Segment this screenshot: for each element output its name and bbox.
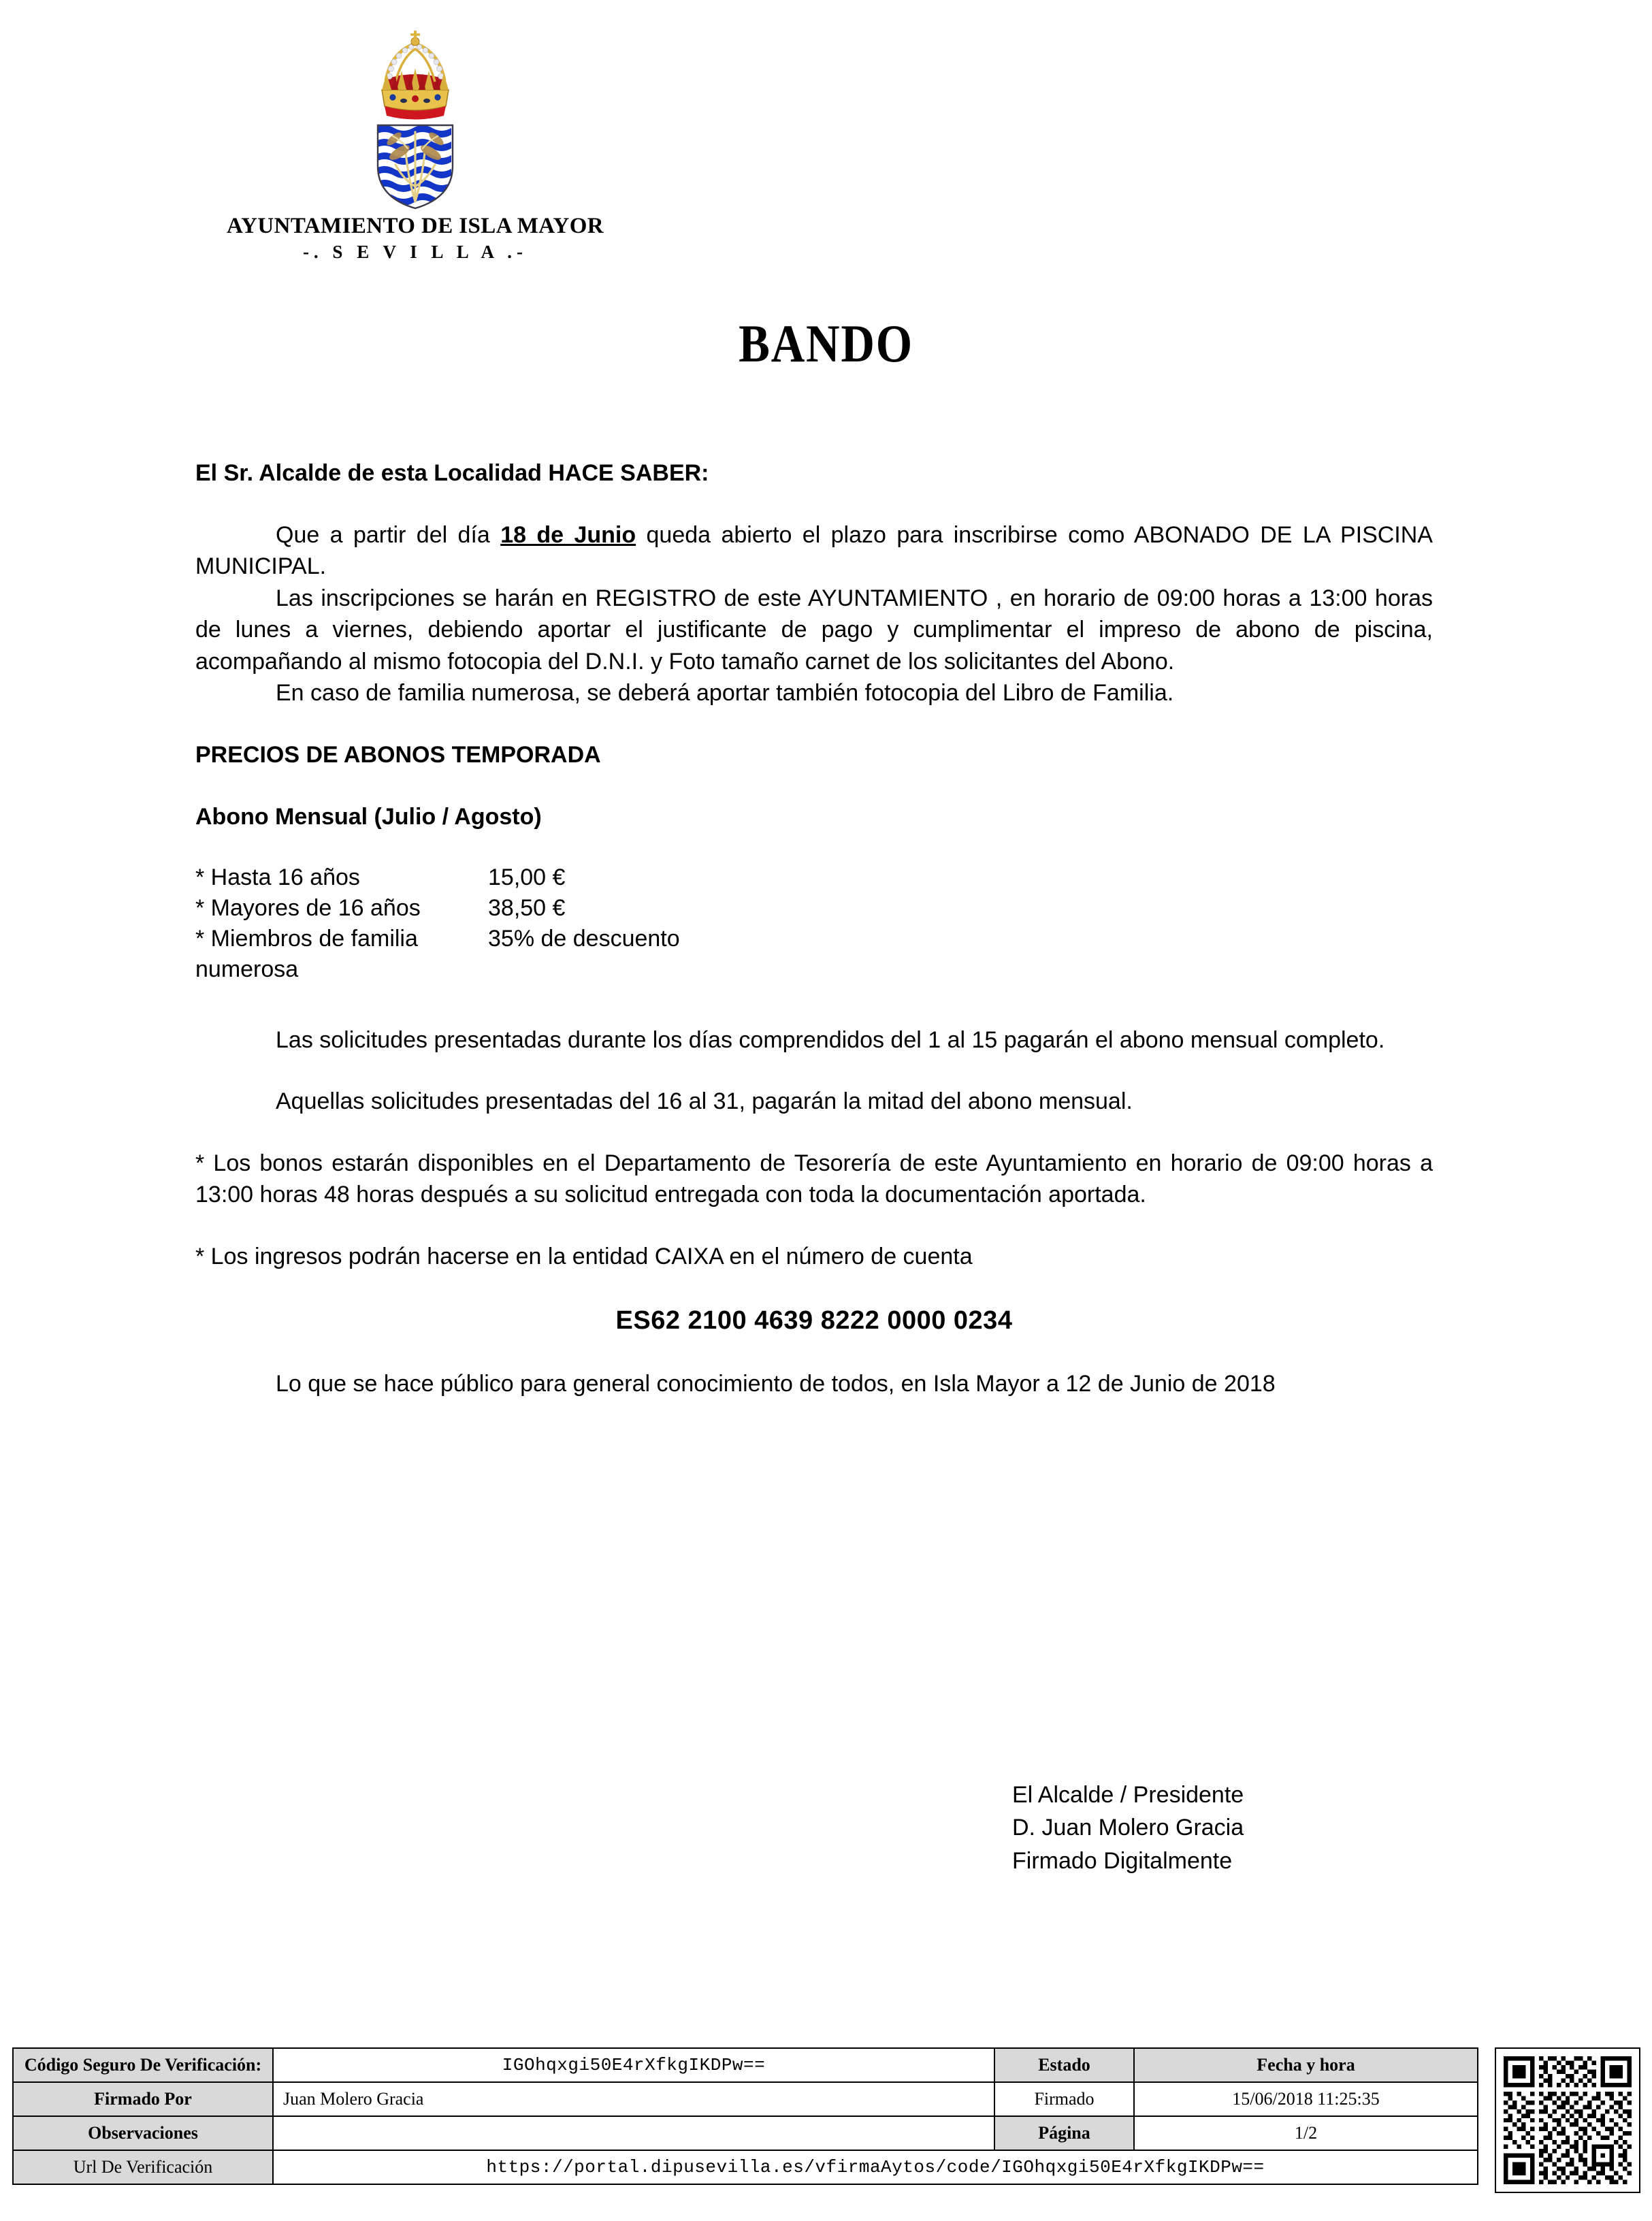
price-row (195, 924, 1433, 985)
bank-account-iban: ES62 2100 4639 8222 0000 0234 (615, 1306, 1013, 1335)
price-label: * Mayores de 16 años (195, 895, 421, 922)
firmado-por-label: Firmado Por (13, 2082, 273, 2116)
table-row (13, 2048, 1478, 2082)
page-title: BANDO (739, 314, 913, 373)
pagina-label: Página (994, 2116, 1134, 2150)
paragraph-bonos-availability: * Los bonos estarán disponibles en el Departamento de Tesorería de este Ayuntamiento en horario de 09:00 horas a 13:00 horas 48 horas después a su solicitud entregada con toda la documentación aportada. (195, 1150, 1433, 1208)
price-row (195, 893, 1433, 924)
paragraph-public-notice: Lo que se hace público para general conocimiento de todos, en Isla Mayor a 12 de Junio de 2018 (276, 1370, 1276, 1397)
organization-name: AYUNTAMIENTO DE ISLA MAYOR (226, 214, 604, 238)
paragraph-opening-before: Que a partir del día (276, 521, 501, 548)
table-row (13, 2082, 1478, 2116)
csv-label: Código Seguro De Verificación: (13, 2048, 273, 2082)
paragraph-second-half-month: Aquellas solicitudes presentadas del 16 al 31, pagarán la mitad del abono mensual. (276, 1088, 1133, 1115)
verification-footer (0, 2047, 1652, 2218)
observaciones-value (273, 2116, 994, 2150)
start-date-highlight: 18 de Junio (500, 521, 636, 548)
signature-block (1012, 1779, 1244, 1877)
signature-note: Firmado Digitalmente (1012, 1847, 1233, 1874)
letterhead (191, 19, 640, 263)
paragraph-first-half-month: Las solicitudes presentadas durante los días comprendidos del 1 al 15 pagarán el abono mensual completo. (276, 1026, 1385, 1053)
paragraph-large-family: En caso de familia numerosa, se deberá aportar también fotocopia del Libro de Familia. (276, 680, 1174, 707)
csv-value: IGOhqxgi50E4rXfkgIKDPw== (273, 2048, 994, 2082)
province-name: -. S E V I L L A .- (302, 242, 528, 262)
table-row (13, 2116, 1478, 2150)
signature-role: El Alcalde / Presidente (1012, 1782, 1244, 1808)
fecha-label: Fecha y hora (1134, 2048, 1478, 2082)
price-row (195, 862, 1433, 893)
qr-code-icon[interactable] (1495, 2047, 1640, 2193)
paragraph-registration: Las inscripciones se harán en REGISTRO de este AYUNTAMIENTO , en horario de 09:00 horas a 13:00 horas de lunes a viernes, debiendo aportar el justificante de pago y cumplimentar el impreso de abono de piscina, acompañando al mismo fotocopia del D.N.I. y Foto tamaño carnet de los solicitantes del Abono. (195, 585, 1433, 675)
firmado-por-value: Juan Molero Gracia (273, 2082, 994, 2116)
coat-of-arms-icon (351, 19, 480, 210)
document-body (195, 457, 1433, 1399)
signature-name: D. Juan Molero Gracia (1012, 1815, 1244, 1841)
price-label: * Hasta 16 años (195, 864, 360, 891)
url-value[interactable]: https://portal.dipusevilla.es/vfirmaAytos/code/IGOhqxgi50E4rXfkgIKDPw== (273, 2150, 1478, 2184)
price-label: * Miembros de familia numerosa (195, 925, 418, 982)
price-value: 38,50 € (488, 895, 566, 922)
estado-label: Estado (994, 2048, 1134, 2082)
pagina-value: 1/2 (1134, 2116, 1478, 2150)
paragraph-payment-entity: * Los ingresos podrán hacerse en la entidad CAIXA en el número de cuenta (195, 1244, 973, 1270)
fecha-value: 15/06/2018 11:25:35 (1134, 2082, 1478, 2116)
prices-heading: PRECIOS DE ABONOS TEMPORADA (195, 742, 601, 768)
observaciones-label: Observaciones (13, 2116, 273, 2150)
table-row (13, 2150, 1478, 2184)
paragraph-opening (195, 519, 1433, 583)
price-value: 35% de descuento (488, 925, 680, 952)
url-label: Url De Verificación (13, 2150, 273, 2184)
verification-table (12, 2047, 1478, 2185)
paragraph-opening-after: queda abierto el plazo para inscribirse como ABONADO DE LA PISCINA MUNICIPAL. (195, 521, 1433, 580)
lead-statement: El Sr. Alcalde de esta Localidad HACE SABER: (195, 460, 709, 486)
estado-value: Firmado (994, 2082, 1134, 2116)
price-value: 15,00 € (488, 864, 566, 891)
prices-subheading: Abono Mensual (Julio / Agosto) (195, 803, 542, 830)
